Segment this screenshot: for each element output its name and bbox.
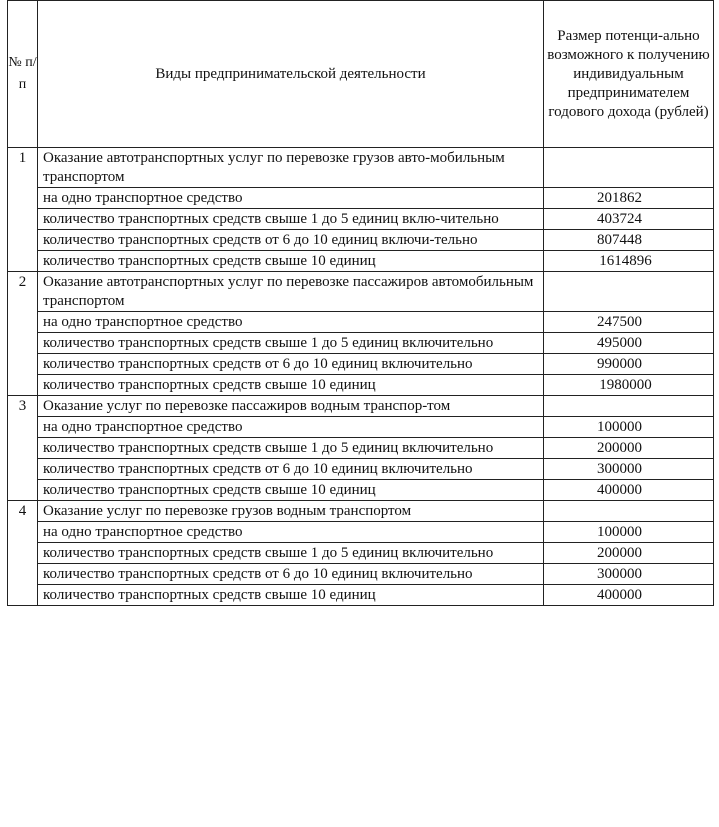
row-value: 400000: [544, 585, 714, 606]
header-activity-type: Виды предпринимательской деятельности: [38, 1, 544, 148]
section-title-row: [8, 396, 714, 417]
table-row: [8, 375, 714, 396]
income-table: [7, 0, 714, 606]
table-row: [8, 251, 714, 272]
section-title-row: [8, 501, 714, 522]
section-number: 1: [8, 148, 38, 272]
row-label: количество транспортных средств свыше 10 единиц: [38, 375, 544, 396]
row-label: количество транспортных средств от 6 до 10 единиц включительно: [38, 459, 544, 480]
row-value: 495000: [544, 333, 714, 354]
table-row: [8, 564, 714, 585]
section-number: 3: [8, 396, 38, 501]
row-label: количество транспортных средств свыше 10 единиц: [38, 480, 544, 501]
row-value: 100000: [544, 522, 714, 543]
table-row: [8, 480, 714, 501]
section-title-value: [544, 396, 714, 417]
section-title: Оказание услуг по перевозке пассажиров водным транспор-том: [38, 396, 544, 417]
row-label: на одно транспортное средство: [38, 417, 544, 438]
header-row: [8, 1, 714, 148]
row-value: 1614896: [544, 251, 714, 272]
document-page: [7, 0, 714, 606]
row-value: 990000: [544, 354, 714, 375]
header-income-size: Размер потенци-ально возможного к получению индивидуальным предпринимателем годового дохода (рублей): [544, 1, 714, 148]
table-row: [8, 333, 714, 354]
row-value: 300000: [544, 459, 714, 480]
row-label: количество транспортных средств свыше 10 единиц: [38, 251, 544, 272]
section-number: 4: [8, 501, 38, 606]
row-value: 403724: [544, 209, 714, 230]
row-value: 400000: [544, 480, 714, 501]
section-title: Оказание автотранспортных услуг по перевозке пассажиров автомобильным транспортом: [38, 272, 544, 312]
table-row: [8, 188, 714, 209]
table-row: [8, 417, 714, 438]
section-number: 2: [8, 272, 38, 396]
section-title-value: [544, 272, 714, 312]
header-num: № п/ п: [8, 1, 38, 148]
table-row: [8, 354, 714, 375]
row-label: на одно транспортное средство: [38, 522, 544, 543]
section-title-value: [544, 501, 714, 522]
row-value: 247500: [544, 312, 714, 333]
section-title-row: [8, 148, 714, 188]
section-title-value: [544, 148, 714, 188]
row-label: количество транспортных средств свыше 1 до 5 единиц включительно: [38, 438, 544, 459]
row-value: 1980000: [544, 375, 714, 396]
table-row: [8, 312, 714, 333]
table-row: [8, 459, 714, 480]
row-label: количество транспортных средств от 6 до 10 единиц включительно: [38, 354, 544, 375]
section-title-row: [8, 272, 714, 312]
row-label: на одно транспортное средство: [38, 312, 544, 333]
table-row: [8, 543, 714, 564]
row-value: 200000: [544, 543, 714, 564]
row-label: количество транспортных средств от 6 до 10 единиц включи-тельно: [38, 230, 544, 251]
section-title: Оказание автотранспортных услуг по перевозке грузов авто-мобильным транспортом: [38, 148, 544, 188]
table-row: [8, 209, 714, 230]
row-label: количество транспортных средств свыше 1 до 5 единиц включительно: [38, 543, 544, 564]
row-value: 100000: [544, 417, 714, 438]
row-value: 200000: [544, 438, 714, 459]
row-value: 201862: [544, 188, 714, 209]
row-label: количество транспортных средств свыше 10 единиц: [38, 585, 544, 606]
table-row: [8, 522, 714, 543]
row-value: 807448: [544, 230, 714, 251]
table-row: [8, 438, 714, 459]
row-label: на одно транспортное средство: [38, 188, 544, 209]
row-label: количество транспортных средств свыше 1 до 5 единиц включительно: [38, 333, 544, 354]
section-title: Оказание услуг по перевозке грузов водным транспортом: [38, 501, 544, 522]
row-value: 300000: [544, 564, 714, 585]
table-row: [8, 585, 714, 606]
row-label: количество транспортных средств свыше 1 до 5 единиц вклю-чительно: [38, 209, 544, 230]
table-row: [8, 230, 714, 251]
row-label: количество транспортных средств от 6 до 10 единиц включительно: [38, 564, 544, 585]
